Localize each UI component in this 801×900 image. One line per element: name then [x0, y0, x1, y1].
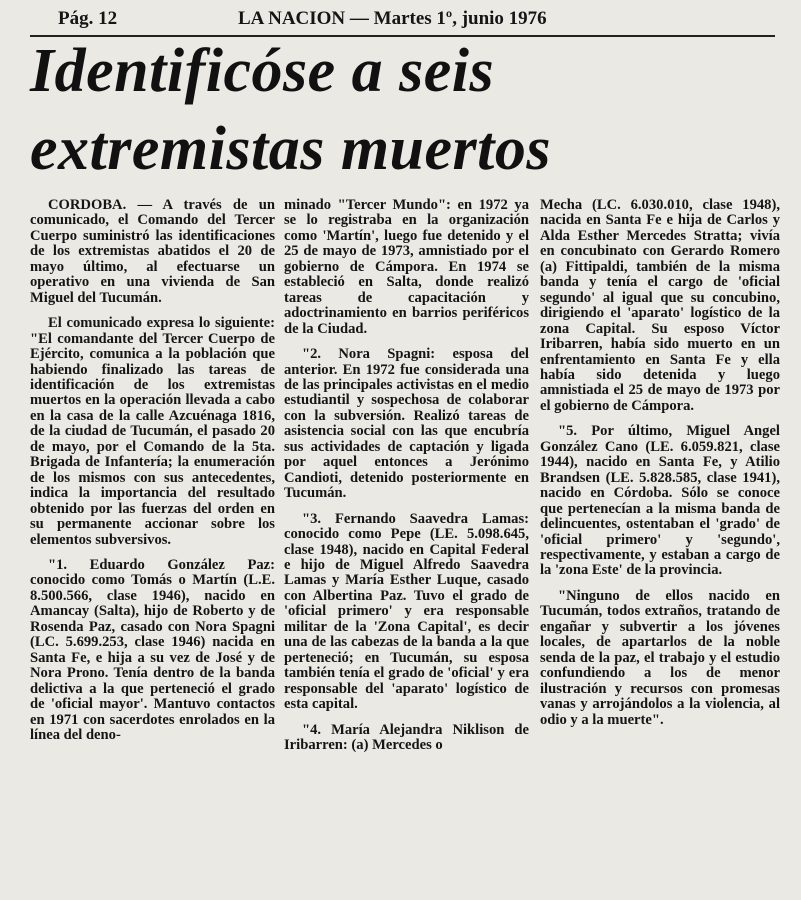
paragraph: "2. Nora Spagni: esposa del anterior. En 1972 fue considerada una de las principales activistas en el medio estudiantil y sospechosa de colaborar con la subversión. Realizó tareas de asistencia social con las que encubría sus actividades de captación y ligada por aquel entonces a Jerónimo Candioti, detenido posteriormente en Tucumán. — [284, 346, 529, 502]
headline-line-2: extremistas muertos — [30, 115, 552, 183]
article-column-1 — [30, 198, 275, 743]
headline-line-1: Identificóse a seis — [30, 37, 495, 105]
paragraph: "Ninguno de ellos nacido en Tucumán, todos extraños, tratando de engañar y subvertir a los jóvenes locales, de apartarlos de la noble senda de la paz, el trabajo y el estudio confundiendo a los de menor ilustración y recursos con promesas vanas y arrojándolos a la violencia, al odio y a la muerte". — [540, 587, 780, 728]
paragraph: "1. Eduardo González Paz: conocido como Tomás o Martín (L.E. 8.500.566, clase 1946), nacido en Amancay (Salta), hijo de Roberto y de Rosenda Paz, casado con Nora Spagni (LC. 5.699.253, clase 1946) nacida en Santa Fe, e hija a su vez de José y de Nora Prono. Tenía dentro de la banda delictiva a la que perteneció el grado de 'oficial mayor'. Mantuvo contactos en 1971 con sacerdotes enrolados en la línea del deno- — [30, 556, 275, 743]
paragraph: "3. Fernando Saavedra Lamas: conocido como Pepe (LE. 5.098.645, clase 1948), nacido en Capital Federal e hijo de Miguel Alfredo Saavedra Lamas y María Esther Luque, casado con Albertina Paz. Tuvo el grado de 'oficial primero' y era responsable militar de la 'Zona Capital', es decir una de las cabezas de la banda a la que perteneció; en Tucumán, su esposa también tenía el grado de 'oficial' y era responsable del 'aparato' logístico de esta capital. — [284, 510, 529, 713]
masthead-date: LA NACION — Martes 1º, junio 1976 — [238, 8, 547, 29]
paragraph: "5. Por último, Miguel Angel González Cano (LE. 6.059.821, clase 1944), nacido en Santa Fe, y Atilio Brandsen (LE. 5.828.585, clase 1941), nacido en Córdoba. Sólo se conoce que pertenecían a la misma banda de delincuentes, ostentaban el 'grado' de 'oficial primero' y 'segundo', respectivamente, y estaban a cargo de la 'zona Este' de la provincia. — [540, 423, 780, 579]
paragraph: CORDOBA. — A través de un comunicado, el Comando del Tercer Cuerpo suministró las identificaciones de los extremistas abatidos el 20 de mayo último, al efectuarse un operativo en una vivienda de San Miguel del Tucumán. — [30, 197, 275, 306]
paragraph: El comunicado expresa lo siguiente: "El comandante del Tercer Cuerpo de Ejército, comunica a la población que habiendo finalizado las tareas de identificación de los extremistas muertos en la operación llevada a cabo en la casa de la calle Azcuénaga 1816, de la ciudad de Tucumán, el pasado 20 de mayo, por el Comando de la 5ta. Brigada de Infantería; la enumeración de los mismos con sus antecedentes, indica la importancia del resultado obtenido por las fuerzas del orden en su permanente accionar sobre los elementos subversivos. — [30, 315, 275, 548]
paragraph: minado "Tercer Mundo": en 1972 ya se lo registraba en la organización como 'Martín', luego fue detenido y el 25 de mayo de 1973, amnistiado por el gobierno de Cámpora. En 1974 se estableció en Salta, donde realizó tareas de capacitación y adoctrinamiento en barrios periféricos de la Ciudad. — [284, 197, 529, 337]
article-column-2 — [284, 198, 529, 753]
page-number: Pág. 12 — [58, 8, 118, 29]
paragraph: Mecha (LC. 6.030.010, clase 1948), nacida en Santa Fe e hija de Carlos y Alda Esther Mercedes Stratta; vivía en concubinato con Gerardo Romero (a) Fittipaldi, también de la misma banda y tenía el cargo de 'oficial segundo' al igual que su concubino, dirigiendo el 'aparato' logístico de la zona Capital. Su esposo Víctor Iribarren, había sido muerto en un enfrentamiento en Santa Fe y ella había sido detenida y luego amnistiada el 25 de mayo de 1973 por el gobierno de Cámpora. — [540, 197, 780, 414]
page-header — [0, 6, 801, 32]
article-column-3 — [540, 198, 780, 728]
paragraph: "4. María Alejandra Niklison de Iribarren: (a) Mercedes o — [284, 721, 529, 753]
